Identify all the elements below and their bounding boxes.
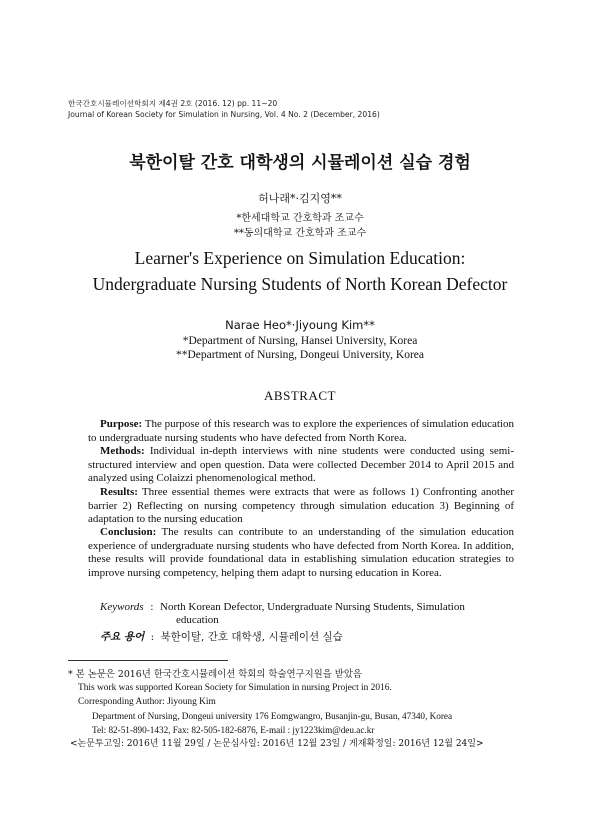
submission-dates: <논문투고일: 2016년 11월 29일 / 논문심사일: 2016년 12월 23일 / 게재확정일: 2016년 12월 24일> bbox=[70, 739, 484, 749]
corresponding-author-name: Jiyoung Kim bbox=[167, 697, 216, 707]
english-title-line-2: Undergraduate Nursing Students of North Korean Defector bbox=[92, 274, 508, 294]
footnote-support-korean: * 본 논문은 2016년 한국간호시뮬레이션 학회의 학술연구지원을 받았음 bbox=[68, 669, 362, 680]
korean-keywords-label: 주요 용어 bbox=[100, 631, 145, 643]
abstract-methods bbox=[88, 445, 514, 486]
conclusion-label: Conclusion: bbox=[100, 526, 157, 538]
keywords-label: Keywords bbox=[100, 601, 144, 613]
journal-header-english: Journal of Korean Society for Simulation in Nursing, Vol. 4 No. 2 (December, 2016) bbox=[68, 110, 380, 119]
korean-affiliation-2: **동의대학교 간호학과 조교수 bbox=[233, 228, 367, 239]
footnote-support-english: This work was supported Korean Society for Simulation in nursing Project in 2016. bbox=[78, 683, 392, 693]
abstract-heading: ABSTRACT bbox=[264, 388, 336, 403]
methods-label: Methods: bbox=[100, 445, 145, 457]
keywords-english bbox=[100, 601, 465, 626]
abstract-results bbox=[88, 486, 514, 527]
korean-title: 북한이탈 간호 대학생의 시뮬레이션 실습 경험 bbox=[129, 153, 471, 173]
journal-header-korean: 한국간호시뮬레이션학회지 제4권 2호 (2016. 12) pp. 11~20 bbox=[68, 99, 278, 108]
purpose-text: The purpose of this research was to explore the experiences of simulation education to undergraduate nursing students who have defected from North Korea. bbox=[88, 418, 514, 444]
author-address: Department of Nursing, Dongeui university 176 Eomgwangro, Busanjin-gu, Busan, 47340, Korea bbox=[92, 711, 453, 721]
keywords-korean bbox=[100, 629, 343, 644]
english-title-line-1: Learner's Experience on Simulation Education: bbox=[134, 248, 466, 268]
korean-authors: 허나래*·김지영** bbox=[258, 192, 342, 205]
abstract-purpose bbox=[88, 418, 514, 445]
corresponding-author-label: Corresponding Author: bbox=[78, 697, 165, 707]
keywords-line-2: education bbox=[176, 614, 219, 626]
author-contact: Tel: 82-51-890-1432, Fax: 82-505-182-6876, E-mail : jy1223kim@deu.ac.kr bbox=[92, 725, 375, 735]
english-affiliation-2: **Department of Nursing, Dongeui University, Korea bbox=[175, 349, 425, 361]
footnote-rule bbox=[68, 660, 228, 661]
keywords-line-1: North Korean Defector, Undergraduate Nursing Students, Simulation bbox=[160, 601, 465, 613]
english-affiliation-1: *Department of Nursing, Hansei University, Korea bbox=[182, 335, 418, 347]
keywords-separator: : bbox=[150, 601, 154, 613]
methods-text: Individual in-depth interviews with nine students were conducted using semi-structured interview and open question. Data were collected December 2014 to April 2015 and analyzed using Colaizzi phenomenological method. bbox=[88, 445, 515, 484]
corresponding-author bbox=[78, 696, 216, 709]
korean-keywords-text: 북한이탈, 간호 대학생, 시뮬레이션 실습 bbox=[160, 631, 343, 643]
purpose-label: Purpose: bbox=[100, 418, 143, 430]
conclusion-text: The results can contribute to an understanding of the simulation education experience of undergraduate nursing students who have defected from North Korea. In addition, these results will provide foundational data in establishing simulation education strategies to improve nursing competency, helping them adapt to nursing education in Korea. bbox=[88, 526, 514, 579]
results-label: Results: bbox=[100, 486, 138, 498]
english-authors: Narae Heo*·Jiyoung Kim** bbox=[225, 318, 375, 332]
korean-keywords-separator: : bbox=[150, 631, 155, 643]
abstract-conclusion bbox=[88, 526, 514, 580]
korean-affiliation-1: *한세대학교 간호학과 조교수 bbox=[236, 213, 364, 224]
results-text: Three essential themes were extracts that were as follows 1) Confronting another barrier 2) Reflecting on nursing competency through simulation education 3) Beginning of adaptation to the nursing education bbox=[88, 486, 514, 525]
